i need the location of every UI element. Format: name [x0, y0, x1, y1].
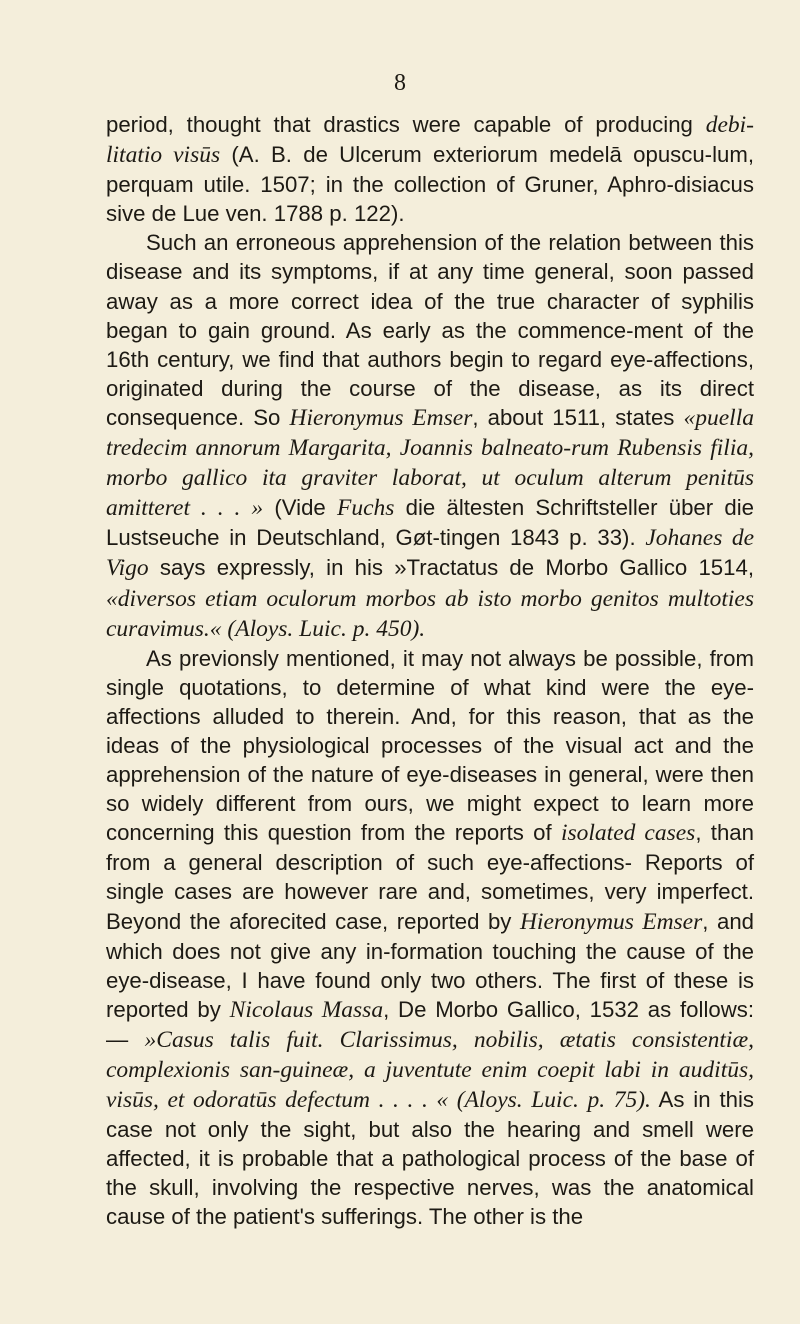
paragraph-1 [106, 110, 754, 228]
italic-text-segment: isolated cases [560, 820, 696, 847]
text-segment: As in this case not only the sight, but also the hearing and smell were affected, it is probable that a pathological process of the base of the skull, involving the respective nerves, was the anatomical cause of the patient's sufferings. The other is the [106, 1087, 754, 1230]
text-segment: (A. B. de Ulcerum exteriorum medelā opuscu-lum, perquam utile. 1507; in the collection of Gruner, Aphro-disiacus sive de Lue ven. 1788 p. 122). [106, 142, 754, 227]
italic-text-segment: Fuchs [336, 495, 395, 522]
text-segment: , and which does not give any in-formation touching the cause of the eye-disease, I have found only two others. The first of these is reported by [106, 908, 755, 1022]
italic-text-segment: Nicolaus Massa [229, 996, 384, 1023]
italic-text-segment: debi-litatio visūs [106, 112, 754, 169]
paragraph-3 [106, 644, 754, 1232]
italic-text-segment: Hieronymus Emser [289, 404, 473, 431]
text-segment: period, thought that drastics were capable of producing [106, 112, 706, 137]
text-segment: Such an erroneous apprehension of the relation between this disease and its symptoms, if at any time general, soon passed away as a more correct idea of the true character of syphilis began to gain ground. As early as the commence-ment of the 16th century, we find that authors begin to regard eye-affections, originated during the course of the disease, as its direct consequence. So [106, 230, 754, 430]
text-segment: , than from a general description of such eye-affections- Reports of single cases are however rare and, sometimes, very imperfect. Beyond the aforecited case, reported by [106, 820, 754, 934]
italic-text-segment: Johanes de Vigo [106, 525, 754, 582]
page-number: 8 [394, 70, 406, 96]
text-segment: , about 1511, states [472, 404, 684, 430]
italic-text-segment: «diversos etiam oculorum morbos ab isto morbo genitos multoties curavimus.« (Aloys. Luic. p. 450). [106, 585, 754, 642]
text-segment: (Vide [263, 495, 337, 521]
text-segment: , De Morbo Gallico, 1532 as follows: — [106, 996, 754, 1052]
italic-text-segment: Hieronymus Emser [519, 908, 703, 935]
italic-text-segment: »Casus talis fuit. Clarissimus, nobilis, ætatis consistentiæ, complexionis san-guineæ, a juventute enim coepit labi in auditūs, visūs, et odoratūs defectum . . . . « (Aloys. Luic. p. 75). [106, 1026, 754, 1114]
text-segment: die ältesten Schriftsteller über die Lustseuche in Deutschland, Gøt-tingen 1843 p. 33). [106, 495, 754, 551]
body-text [106, 110, 754, 1232]
paragraph-2 [106, 228, 754, 643]
italic-text-segment: «puella tredecim annorum Margarita, Joannis balneato-rum Rubensis filia, morbo gallico ita graviter laborat, ut oculum alterum penitūs amitteret . . . » [106, 404, 754, 522]
text-segment: As previonsly mentioned, it may not always be possible, from single quotations, to determine of what kind were the eye-affections alluded to therein. And, for this reason, that as the ideas of the physiological processes of the visual act and the apprehension of the nature of eye-diseases in general, were then so widely different from ours, we might expect to learn more concerning this question from the reports of [106, 645, 754, 846]
text-segment: says expressly, in his »Tractatus de Morbo Gallico 1514, [148, 555, 754, 581]
